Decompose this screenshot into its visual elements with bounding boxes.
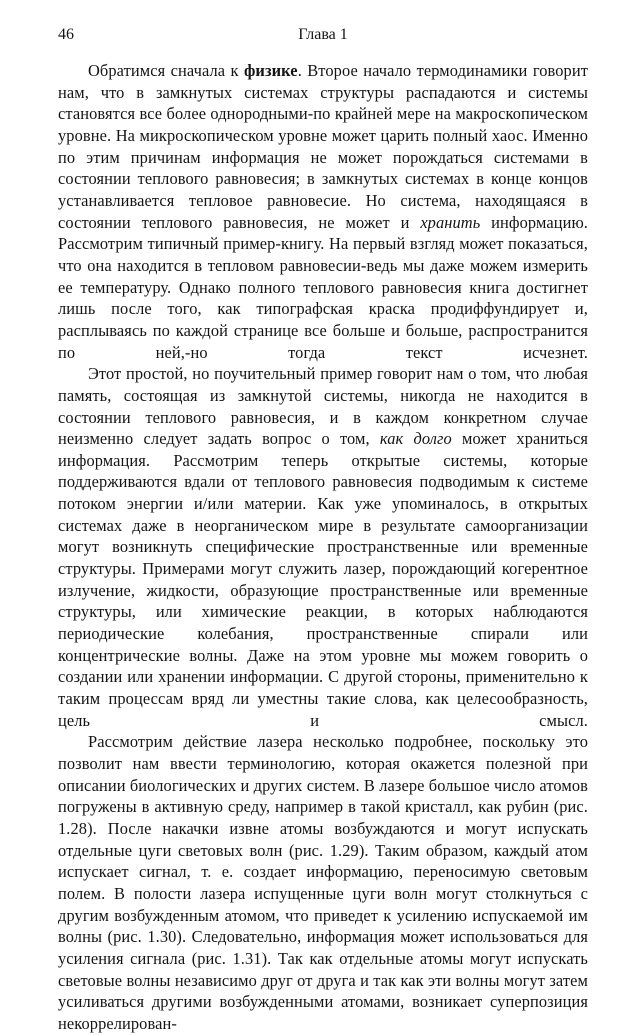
emphasis-physics: физике: [243, 61, 298, 80]
text-run: может храниться информация. Рассмотрим теперь открытые системы, которые поддерживаются вдали от теплового равновесия подводимым к системе потоком энергии и/или материи. Как уже упоминалось, в открытых системах даже в неорганическом мире в результате самоорганизации могут возникнуть специфические пространственные или временные структуры. Примерами могут служить лазер, порождающий когерентное излучение, жидкости, образующие пространственные или временные структуры, или химические реакции, в которых наблюдаются периодические колебания, пространственные спирали или концентрические волны. Даже на этом уровне мы можем говорить о создании или хранении информации. С другой стороны, применительно к таким процессам вряд ли уместны такие слова, как целесообразность, цель и смысл.: [58, 429, 588, 730]
body-text: [58, 60, 588, 1035]
page-header: [58, 24, 588, 46]
paragraph-physics: [58, 60, 588, 363]
text-run: . Второе начало термодинамики говорит нам, что в замкнутых системах структуры распадаются и системы становятся все более однородными-по крайней мере на макроскопическом уровне. На микроскопическом уровне может царить полный хаос. Именно по этим причинам информация не может порождаться системами в состоянии теплового равновесия; в замкнутых системах в конце концов устанавливается тепловое равновесие. Но система, находящаяся в состоянии теплового равновесия, не может и: [58, 61, 588, 232]
emphasis-how-long: как долго: [379, 429, 452, 449]
text-run: Рассмотрим действие лазера несколько подробнее, поскольку это позволит нам ввести терминологию, которая окажется полезной при описании биологических и других систем. В лазере большое число атомов погружены в активную среду, например в такой кристалл, как рубин (рис. 1.28). После накачки извне атомы возбуждаются и могут испускать отдельные цуги световых волн (рис. 1.29). Таким образом, каждый атом испускает сигнал, т. е. создает информацию, переносимую световым полем. В полости лазера испущенные цуги волн могут столкнуться с другим возбужденным атомом, что приведет к усилению испускаемой им волны (рис. 1.30). Следовательно, информация может использоваться для усиления сигнала (рис. 1.31). Так как отдельные атомы могут испускать световые волны независимо друг от друга и так как эти волны могут затем усиливаться другими возбужденными атомами, возникает суперпозиция некоррелирован-: [58, 732, 588, 1033]
paragraph-laser: [58, 731, 588, 1034]
emphasis-store: хранить: [420, 212, 481, 232]
paragraph-memory: [58, 363, 588, 731]
text-run: информацию. Рассмотрим типичный пример-книгу. На первый взгляд может показаться, что она находится в тепловом равновесии-ведь мы даже можем измерить ее температуру. Однако полного теплового равновесия книга достигнет лишь после того, как типографская краска продиффундирует и, расплываясь по каждой странице все больше и больше, распространится по ней,-но тогда текст исчезнет.: [58, 212, 588, 362]
text-run: Этот простой, но поучительный пример говорит нам о том, что любая память, состоящая из замкнутой системы, никогда не находится в состоянии теплового равновесия, и в каждом конкретном случае неизменно следует задать вопрос о том,: [58, 364, 588, 449]
text-run: Обратимся сначала к: [88, 61, 244, 80]
page-number: 46: [58, 26, 74, 43]
chapter-title: Глава 1: [298, 26, 348, 43]
